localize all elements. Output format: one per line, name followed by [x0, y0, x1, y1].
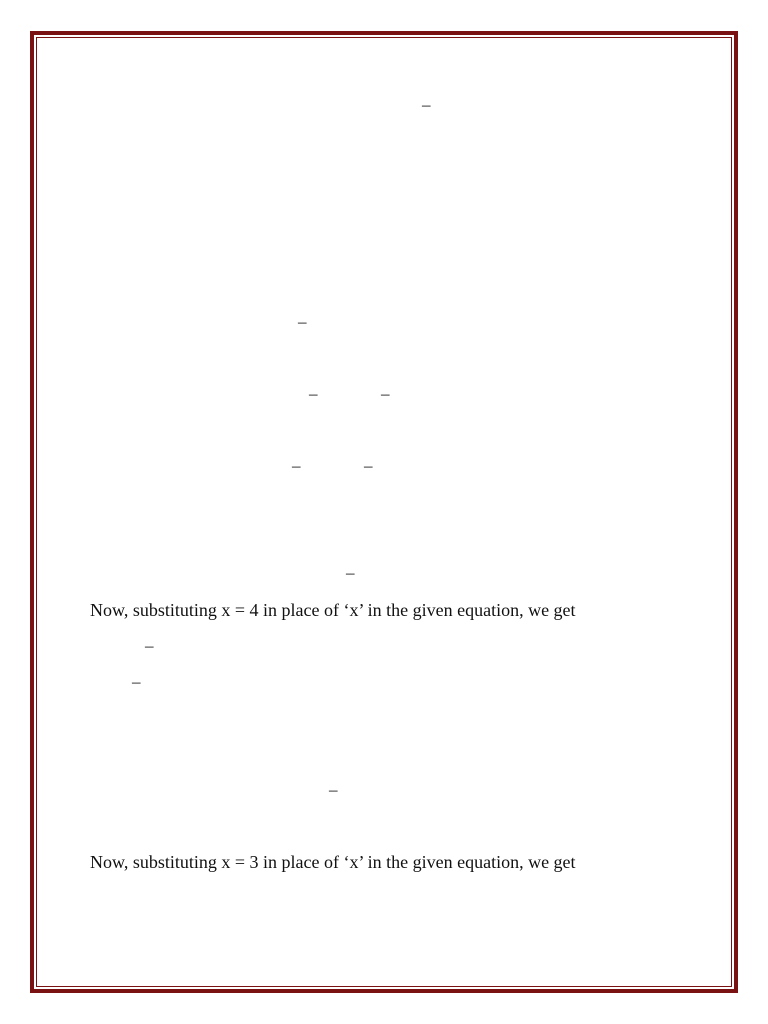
minus-sign: – [364, 456, 373, 475]
minus-sign: – [381, 384, 390, 403]
minus-sign: – [346, 563, 355, 582]
minus-sign: – [292, 456, 301, 475]
minus-sign: – [329, 780, 338, 799]
substitution-sentence-x3: Now, substituting x = 3 in place of ‘x’ in the given equation, we get [90, 852, 576, 872]
minus-sign: – [298, 312, 307, 331]
substitution-sentence-x4: Now, substituting x = 4 in place of ‘x’ in the given equation, we get [90, 600, 576, 620]
minus-sign: – [422, 95, 431, 114]
minus-sign: – [145, 636, 154, 655]
minus-sign: – [309, 384, 318, 403]
minus-sign: – [132, 672, 141, 691]
page-border-inner [36, 37, 732, 987]
